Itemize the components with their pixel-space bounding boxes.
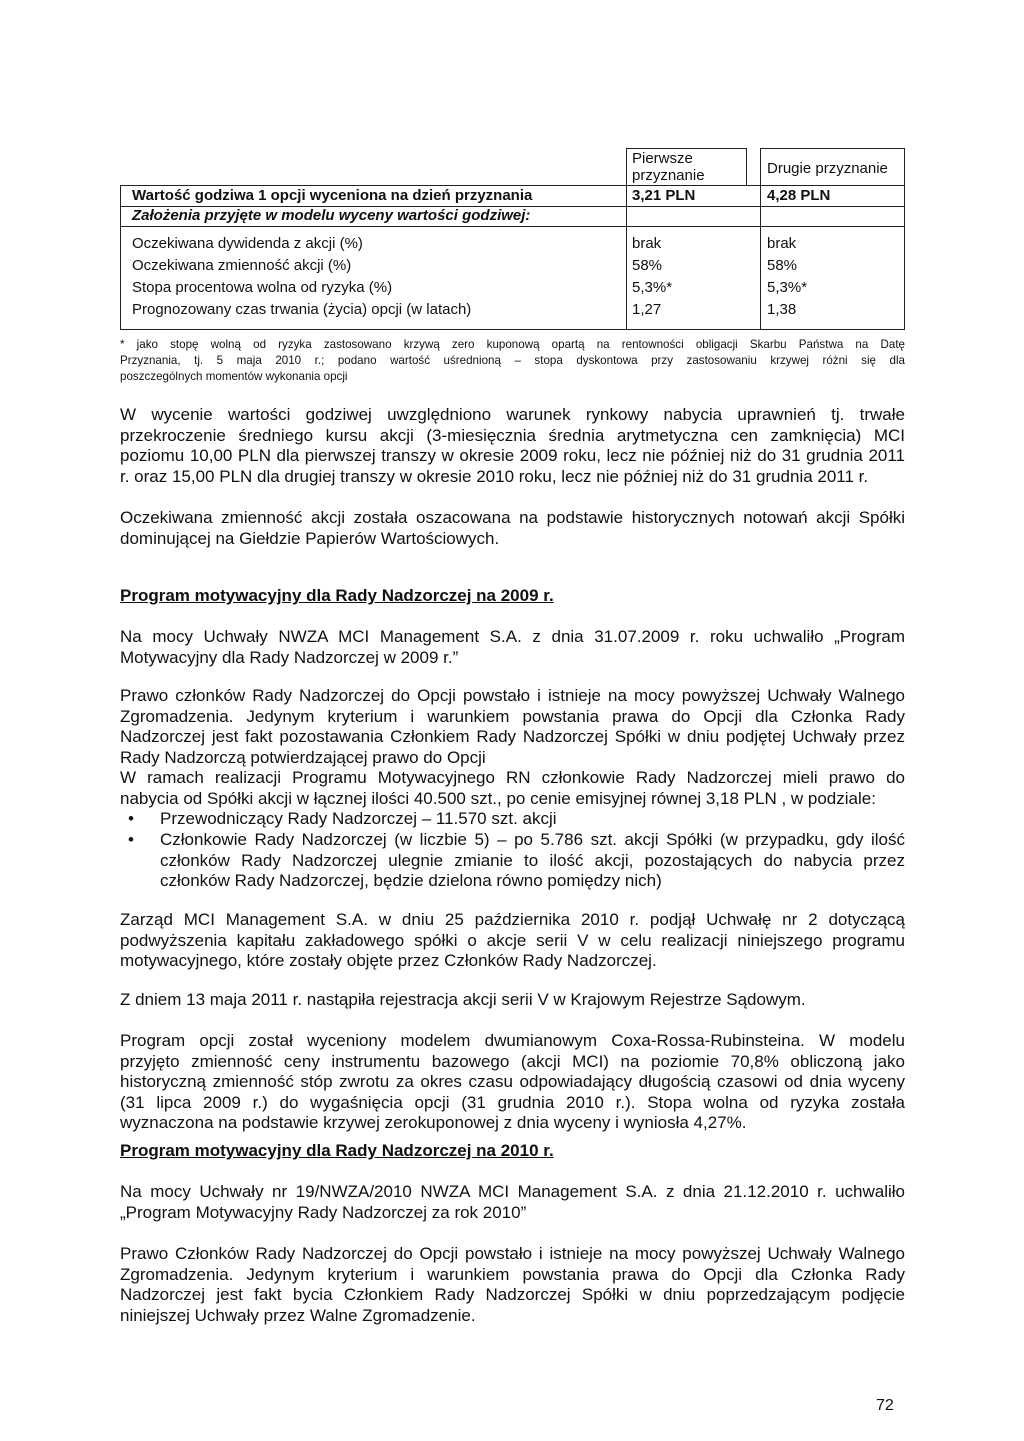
table-row-value-1: 5,3%* [632,279,673,296]
paragraph-option-rights-2009 [120,686,905,768]
table-row-label: Oczekiwana zmienność akcji (%) [132,257,352,274]
text-line: Członkowie Rady Nadzorczej (w liczbie 5) – po 5.786 szt. akcji Spółki (w przypadku, gdy ilość [160,830,905,849]
paragraph-resolution-2010 [120,1182,905,1223]
page-number: 72 [876,1397,894,1414]
text-line: Prawo Członków Rady Nadzorczej do Opcji powstało i istnieje na mocy powyższej Uchwały Walnego [120,1244,905,1263]
footnote-line: poszczególnych momentów wykonania opcji [120,370,348,383]
text-line: wyznaczona na podstawie krzywej zerokuponowej z dnia wyceny i wyniosła 4,27%. [120,1113,747,1133]
fair-value-first: 3,21 PLN [632,187,696,204]
table-row-value-1: 58% [632,257,663,274]
fair-value-second: 4,28 PLN [767,187,831,204]
section-heading-2010: Program motywacyjny dla Rady Nadzorczej na 2010 r. [120,1141,554,1160]
text-line: Zgromadzenia. Jedynym kryterium i warunkiem powstania prawa do Opcji dla Członka Rady [120,1264,905,1284]
text-line: Zgromadzenia. Jedynym kryterium i warunkiem powstania prawa do Opcji dla Członka Rady [120,706,905,726]
table-row-label: Stopa procentowa wolna od ryzyka (%) [132,279,393,296]
footnote-line: Przyznania, tj. 5 maja 2010 r.; podano wartość uśrednioną – stopa dyskontowa przy zastosowaniu krzywej różni się dla [120,354,905,367]
text-line: Prawo członków Rady Nadzorczej do Opcji powstało i istnieje na mocy powyższej Uchwały Walnego [120,686,905,705]
text-line: poziomu 10,00 PLN dla pierwszej transzy w okresie 2009 roku, lecz nie później niż do 31 grudnia 2011 [120,446,905,466]
paragraph-program-scope [120,768,905,809]
table-row-value-2: 1,38 [767,301,797,318]
text-line: Przewodniczący Rady Nadzorczej – 11.570 szt. akcji [160,809,557,828]
paragraph-option-rights-2010 [120,1244,905,1326]
paragraph-valuation-model [120,1031,905,1134]
text-line: W wycenie wartości godziwej uwzględniono warunek rynkowy nabycia uprawnień tj. trwałe [120,405,905,424]
bullet-members [160,830,905,892]
col1-header-line1: Pierwsze [632,150,693,167]
text-line: Nadzorczej jest fakt bycia Członkiem Rady Nadzorczej Spółki w dniu poprzedzającym podjęcie [120,1285,905,1305]
text-line: Program opcji został wyceniony modelem dwumianowym Coxa-Rossa-Rubinsteina. W modelu [120,1031,905,1050]
text-line: niniejszej Uchwały przez Walne Zgromadzenie. [120,1305,476,1325]
paragraph-resolution-2009 [120,627,905,668]
text-line: r. oraz 15,00 PLN dla drugiej transzy w okresie 2010 roku, lecz nie później niż do 31 grudnia 2011 r. [120,466,869,486]
assumptions-label: Założenia przyjęte w modelu wyceny wartości godziwej: [132,207,531,224]
paragraph-management-resolution [120,910,905,972]
table-row-value-2: 5,3%* [767,279,808,296]
text-line: nabycia od Spółki akcji w łącznej ilości 40.500 szt., po cenie emisyjnej równej 3,18 PLN , w podziale: [120,788,876,808]
text-line: członków Rady Nadzorczej ulegnie zmianie to ilość akcji, pozostających do nabycia przez [160,850,905,870]
text-line: motywacyjnego, które zostały objęte przez Członków Rady Nadzorczej. [120,951,657,971]
bullet-marker: • [128,809,134,828]
section-heading-2009: Program motywacyjny dla Rady Nadzorczej na 2009 r. [120,586,554,605]
table-row-value-2: brak [767,235,797,252]
text-line: Z dniem 13 maja 2011 r. nastąpiła rejestracja akcji serii V w Krajowym Rejestrze Sądowym. [120,990,806,1009]
paragraph-registration [120,990,905,1011]
text-line: Motywacyjny dla Rady Nadzorczej w 2009 r.” [120,647,459,667]
text-line: dominującej na Giełdzie Papierów Wartościowych. [120,528,500,548]
col1-header-line2: przyznanie [632,167,705,184]
text-line: Na mocy Uchwały nr 19/NWZA/2010 NWZA MCI Management S.A. z dnia 21.12.2010 r. uchwaliło [120,1182,905,1201]
text-line: (31 lipca 2009 r.) do wygaśnięcia opcji (31 grudnia 2010 r.). Stopa wolna od ryzyka została [120,1092,905,1112]
table-row-label: Prognozowany czas trwania (życia) opcji (w latach) [132,301,472,318]
text-line: „Program Motywacyjny Rady Nadzorczej za rok 2010” [120,1202,527,1222]
col2-header: Drugie przyznanie [767,160,888,177]
table-row-value-2: 58% [767,257,798,274]
table-row-label: Oczekiwana dywidenda z akcji (%) [132,235,363,252]
footnote-line: * jako stopę wolną od ryzyka zastosowano krzywą zero kuponową opartą na rentowności obligacji Skarbu Państwa na Datę [120,338,905,351]
table-footnote [120,337,905,385]
fair-value-label: Wartość godziwa 1 opcji wyceniona na dzień przyznania [132,187,533,204]
text-line: W ramach realizacji Programu Motywacyjnego RN członkowie Rady Nadzorczej mieli prawo do [120,768,905,787]
bullet-chairman [160,809,905,830]
text-line: Rady Nadzorczą potwierdzającej prawo do Opcji [120,747,486,767]
paragraph-volatility [120,508,905,549]
table-row-value-1: brak [632,235,662,252]
text-line: członków Rady Nadzorczej, będzie dzielona równo pomiędzy nich) [160,871,662,891]
text-line: przyjęto zmienność ceny instrumentu bazowego (akcji MCI) na poziomie 70,8% obliczoną jako [120,1051,905,1071]
table-row-value-1: 1,27 [632,301,662,318]
paragraph-market-condition [120,405,905,487]
bullet-marker: • [128,830,134,849]
text-line: przekroczenie średniego kursu akcji (3-miesięcznia średnia arytmetyczna cen zamknięcia) MCI [120,425,905,445]
text-line: Zarząd MCI Management S.A. w dniu 25 października 2010 r. podjął Uchwałę nr 2 dotyczącą [120,910,905,929]
text-line: podwyższenia kapitału zakładowego spółki o akcje serii V w celu realizacji niniejszego programu [120,930,905,950]
text-line: Na mocy Uchwały NWZA MCI Management S.A. z dnia 31.07.2009 r. roku uchwaliło „Program [120,627,905,646]
text-line: Oczekiwana zmienność akcji została oszacowana na podstawie historycznych notowań akcji Spółki [120,508,905,527]
text-line: historyczną zmienność stóp zwrotu za okres czasu odpowiadający długością czasowi od dnia wyceny [120,1072,905,1092]
option-valuation-table [120,148,905,330]
text-line: Nadzorczej jest fakt pozostawania Członkiem Rady Nadzorczej Spółki w dniu podjętej Uchwały przez [120,727,905,747]
